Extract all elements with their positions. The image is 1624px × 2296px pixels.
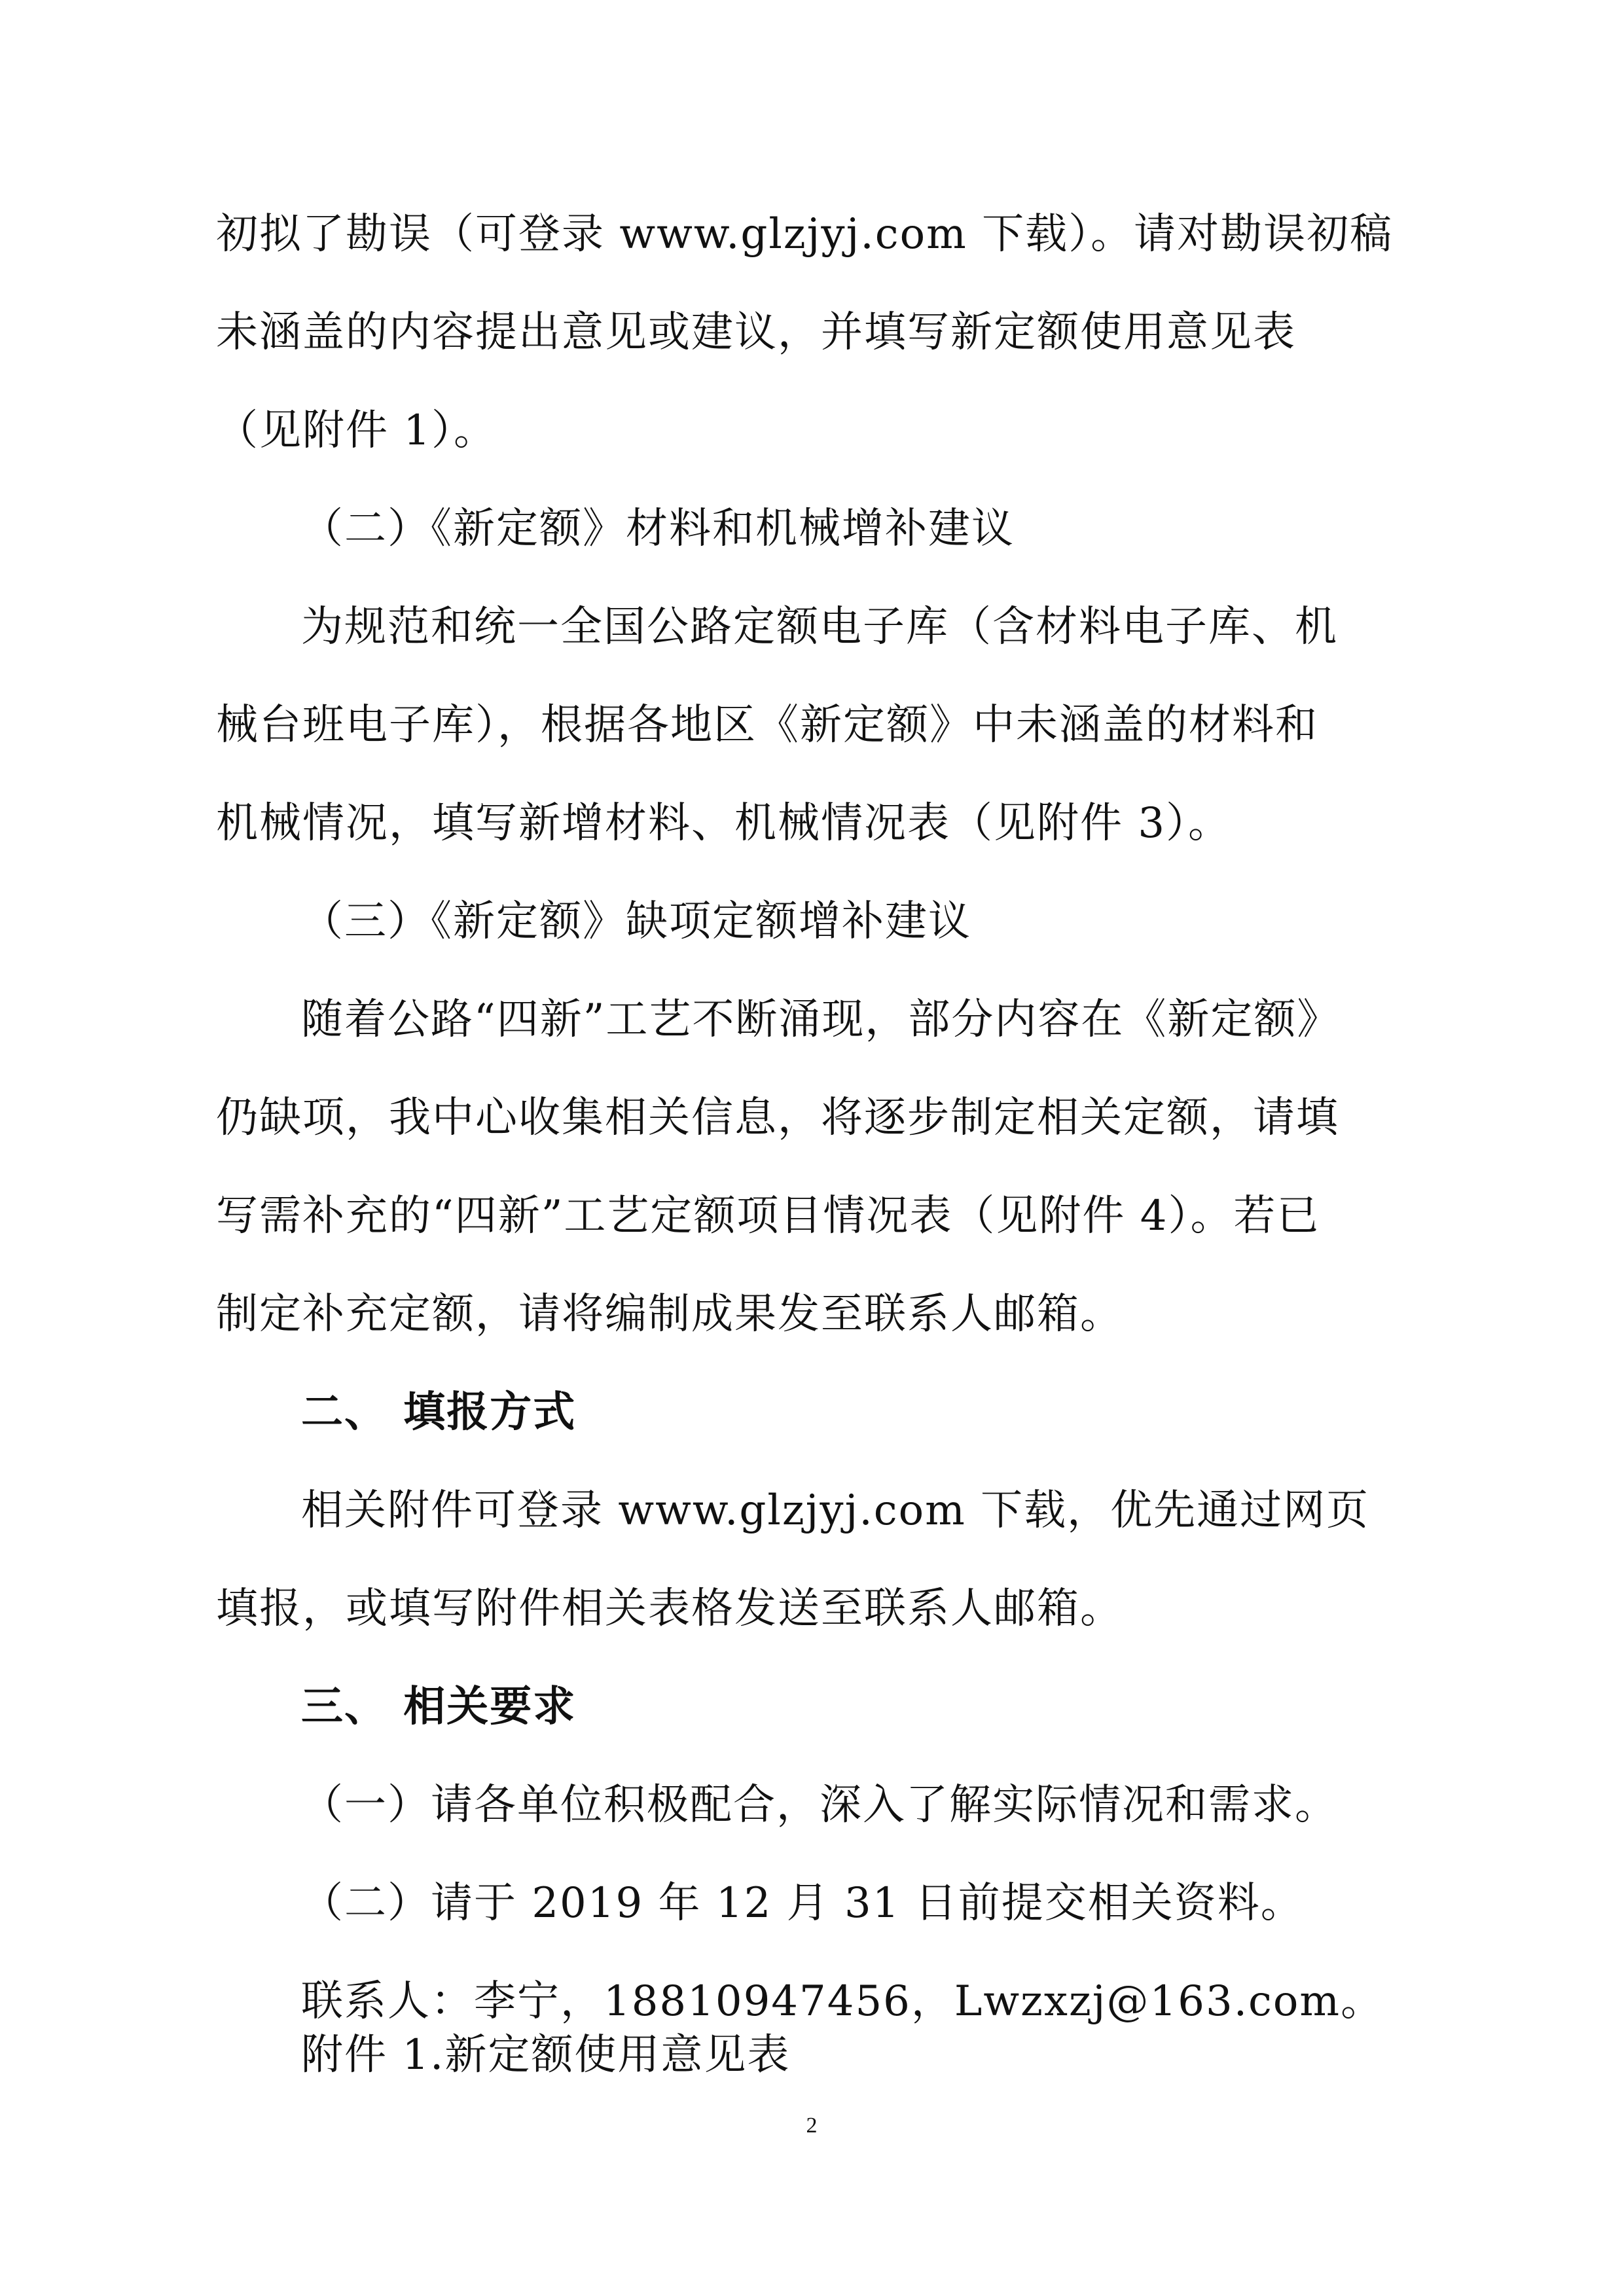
paragraph-line: 机械情况，填写新增材料、机械情况表（见附件 3）。 bbox=[216, 799, 1232, 848]
paragraph-line: 相关附件可登录 www.glzjyj.com 下载，优先通过网页 bbox=[301, 1486, 1370, 1535]
paragraph-line: （二）请于 2019 年 12 月 31 日前提交相关资料。 bbox=[301, 1879, 1304, 1928]
paragraph-line: 填报，或填写附件相关表格发送至联系人邮箱。 bbox=[216, 1585, 1123, 1633]
paragraph-line: （一）请各单位积极配合，深入了解实际情况和需求。 bbox=[301, 1781, 1338, 1829]
page-number: 2 bbox=[806, 2113, 818, 2138]
subsection-heading: （二）《新定额》材料和机械增补建议 bbox=[301, 505, 1015, 553]
paragraph-line: 随着公路“四新”工艺不断涌现，部分内容在《新定额》 bbox=[301, 996, 1341, 1044]
subsection-heading: （三）《新定额》缺项定额增补建议 bbox=[301, 897, 971, 946]
contact-line: 联系人：李宁，18810947456，Lwzxzj@163.com。 bbox=[301, 1977, 1384, 2026]
paragraph-line: 械台班电子库），根据各地区《新定额》中未涵盖的材料和 bbox=[216, 701, 1318, 749]
section-heading: 三、 相关要求 bbox=[301, 1683, 577, 1731]
paragraph-line: 制定补充定额，请将编制成果发至联系人邮箱。 bbox=[216, 1290, 1123, 1338]
paragraph-line: （见附件 1）。 bbox=[216, 406, 497, 455]
paragraph-line: 写需补充的“四新”工艺定额项目情况表（见附件 4）。若已 bbox=[216, 1192, 1320, 1240]
paragraph-line: 未涵盖的内容提出意见或建议，并填写新定额使用意见表 bbox=[216, 308, 1296, 357]
section-heading: 二、 填报方式 bbox=[301, 1388, 577, 1437]
paragraph-line: 仍缺项，我中心收集相关信息，将逐步制定相关定额，请填 bbox=[216, 1094, 1339, 1142]
paragraph-line: 为规范和统一全国公路定额电子库（含材料电子库、机 bbox=[301, 603, 1338, 651]
paragraph-line: 初拟了勘误（可登录 www.glzjyj.com 下载）。请对勘误初稿 bbox=[216, 210, 1394, 259]
attachment-line: 附件 1.新定额使用意见表 bbox=[301, 2031, 791, 2079]
